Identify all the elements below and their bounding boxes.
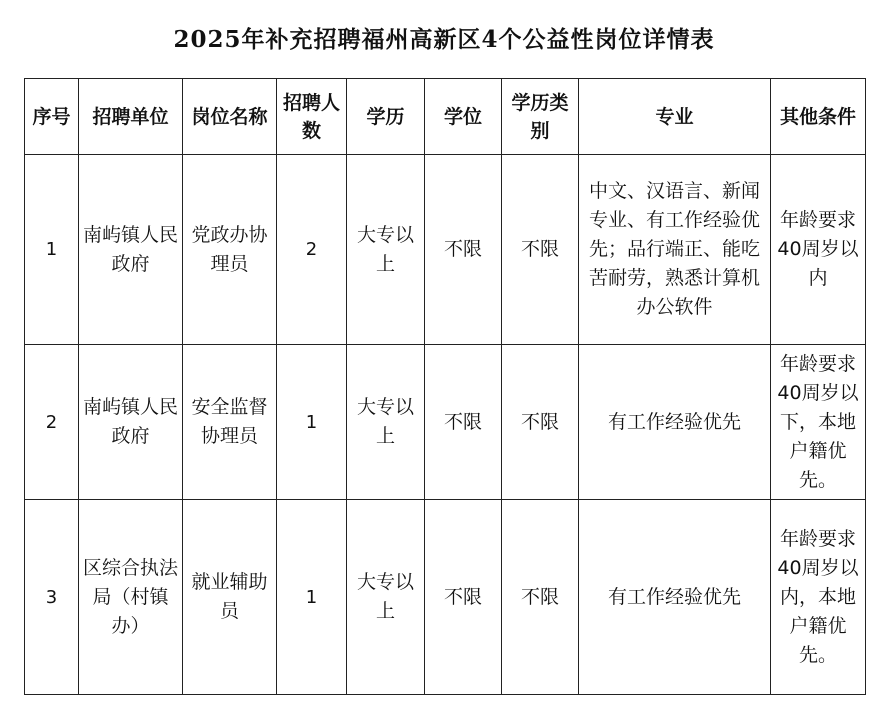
cell-count: 2 <box>277 155 347 345</box>
cell-position: 安全监督协理员 <box>183 345 277 500</box>
cell-degree: 不限 <box>425 155 502 345</box>
cell-seq: 1 <box>25 155 79 345</box>
cell-unit: 南屿镇人民政府 <box>79 155 183 345</box>
cell-major: 中文、汉语言、新闻专业、有工作经验优先；品行端正、能吃苦耐劳，熟悉计算机办公软件 <box>579 155 771 345</box>
table-header-row <box>25 79 866 155</box>
header-edu-type: 学历类别 <box>502 79 579 155</box>
header-degree: 学位 <box>425 79 502 155</box>
cell-education: 大专以上 <box>347 345 425 500</box>
cell-count: 1 <box>277 500 347 695</box>
cell-degree: 不限 <box>425 345 502 500</box>
cell-edu-type: 不限 <box>502 155 579 345</box>
cell-other: 年龄要求40周岁以下，本地户籍优先。 <box>771 345 866 500</box>
cell-seq: 3 <box>25 500 79 695</box>
cell-position: 就业辅助员 <box>183 500 277 695</box>
table-row <box>25 155 866 345</box>
cell-major: 有工作经验优先 <box>579 345 771 500</box>
cell-seq: 2 <box>25 345 79 500</box>
cell-position: 党政办协理员 <box>183 155 277 345</box>
cell-education: 大专以上 <box>347 500 425 695</box>
table-row <box>25 345 866 500</box>
cell-count: 1 <box>277 345 347 500</box>
header-major: 专业 <box>579 79 771 155</box>
positions-table <box>24 78 866 695</box>
cell-other: 年龄要求40周岁以内 <box>771 155 866 345</box>
cell-degree: 不限 <box>425 500 502 695</box>
cell-edu-type: 不限 <box>502 345 579 500</box>
header-unit: 招聘单位 <box>79 79 183 155</box>
header-count: 招聘人数 <box>277 79 347 155</box>
cell-unit: 南屿镇人民政府 <box>79 345 183 500</box>
cell-unit: 区综合执法局（村镇办） <box>79 500 183 695</box>
header-education: 学历 <box>347 79 425 155</box>
table-row <box>25 500 866 695</box>
header-seq: 序号 <box>25 79 79 155</box>
header-other: 其他条件 <box>771 79 866 155</box>
header-position: 岗位名称 <box>183 79 277 155</box>
page-title: 2025年补充招聘福州高新区4个公益性岗位详情表 <box>173 26 715 53</box>
cell-edu-type: 不限 <box>502 500 579 695</box>
cell-education: 大专以上 <box>347 155 425 345</box>
cell-other: 年龄要求40周岁以内，本地户籍优先。 <box>771 500 866 695</box>
cell-major: 有工作经验优先 <box>579 500 771 695</box>
